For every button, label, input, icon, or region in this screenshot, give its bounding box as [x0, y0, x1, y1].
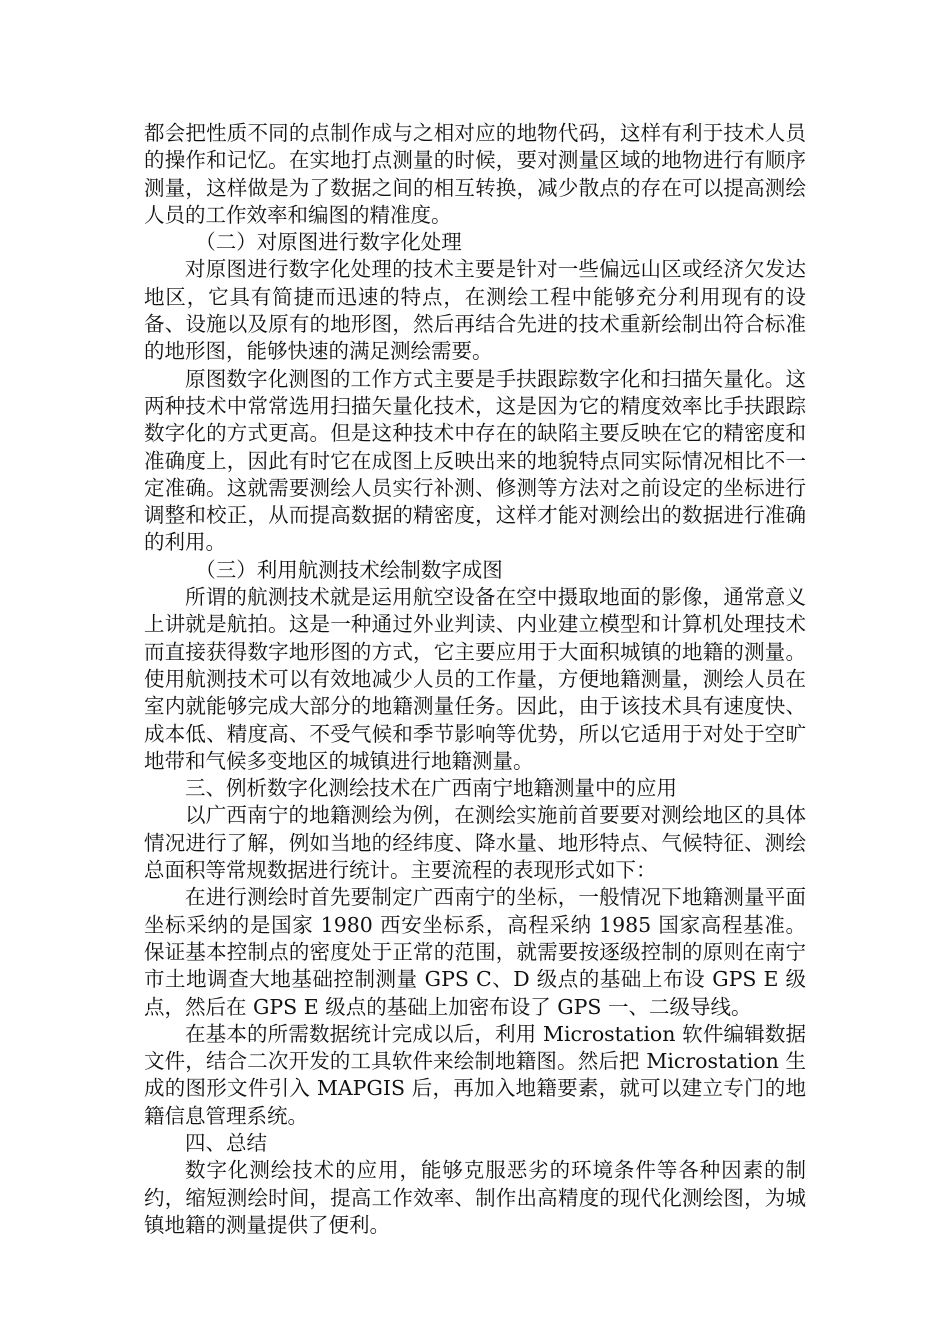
paragraph-continuation: 都会把性质不同的点制作成与之相对应的地物代码，这样有利于技术人员的操作和记忆。在实地打点测量的时候，要对测量区域的地物进行有顺序测量，这样做是为了数据之间的相互转换，减少散点的存在可以提高测绘人员的工作效率和编图的精准度。 [144, 121, 806, 227]
chapter-heading-3: 三、例析数字化测绘技术在广西南宁地籍测量中的应用 [185, 776, 677, 801]
paragraph-body: 在基本的所需数据统计完成以后，利用 Microstation 软件编辑数据文件，结合二次开发的工具软件来绘制地籍图。然后把 Microstation 生成的图形文件引入 MAPGIS 后，再加入地籍要素，就可以建立专门的地籍信息管理系统。 [144, 1021, 806, 1128]
paragraph-body: 在进行测绘时首先要制定广西南宁的坐标，一般情况下地籍测量平面坐标采纳的是国家 1980 西安坐标系，高程采纳 1985 国家高程基准。保证基本控制点的密度处于正常的范围，就需要按逐级控制的原则在南宁市土地调查大地基础控制测量 GPS C、D 级点的基础上布设 GPS E 级点，然后在 GPS E 级点的基础上加密布设了 GPS 一、二级导线。 [144, 885, 806, 1019]
paragraph-body: 所谓的航测技术就是运用航空设备在空中摄取地面的影像，通常意义上讲就是航拍。这是一种通过外业判读、内业建立模型和计算机处理技术而直接获得数字地形图的方式，它主要应用于大面积城镇的地籍的测量。使用航测技术可以有效地减少人员的工作量，方便地籍测量，测绘人员在室内就能够完成大部分的地籍测量任务。因此，由于该技术具有速度快、成本低、精度高、不受气候和季节影响等优势，所以它适用于对处于空旷地带和气候多变地区的城镇进行地籍测量。 [144, 585, 806, 773]
paragraph-body: 以广西南宁的地籍测绘为例，在测绘实施前首要要对测绘地区的具体情况进行了解，例如当地的经纬度、降水量、地形特点、气候特征、测绘总面积等常规数据进行统计。主要流程的表现形式如下： [144, 803, 806, 883]
paragraph-body: 数字化测绘技术的应用，能够克服恶劣的环境条件等各种因素的制约，缩短测绘时间，提高工作效率、制作出高精度的现代化测绘图，为城镇地籍的测量提供了便利。 [144, 1158, 806, 1237]
section-heading-3: （三）利用航测技术绘制数字成图 [195, 557, 503, 582]
chapter-heading-4: 四、总结 [185, 1130, 267, 1155]
section-heading-2: （二）对原图进行数字化处理 [195, 230, 462, 255]
document-page [144, 120, 806, 1239]
paragraph-body: 对原图进行数字化处理的技术主要是针对一些偏远山区或经济欠发达地区，它具有简捷而迅速的特点，在测绘工程中能够充分利用现有的设备、设施以及原有的地形图，然后再结合先进的技术重新绘制出符合标准的地形图，能够快速的满足测绘需要。 [144, 257, 806, 364]
paragraph-body: 原图数字化测图的工作方式主要是手扶跟踪数字化和扫描矢量化。这两种技术中常常选用扫描矢量化技术，这是因为它的精度效率比手扶跟踪数字化的方式更高。但是这种技术中存在的缺陷主要反映在它的精密度和准确度上，因此有时它在成图上反映出来的地貌特点同实际情况相比不一定准确。这就需要测绘人员实行补测、修测等方法对之前设定的坐标进行调整和校正，从而提高数据的精密度，这样才能对测绘出的数据进行准确的利用。 [144, 366, 806, 555]
